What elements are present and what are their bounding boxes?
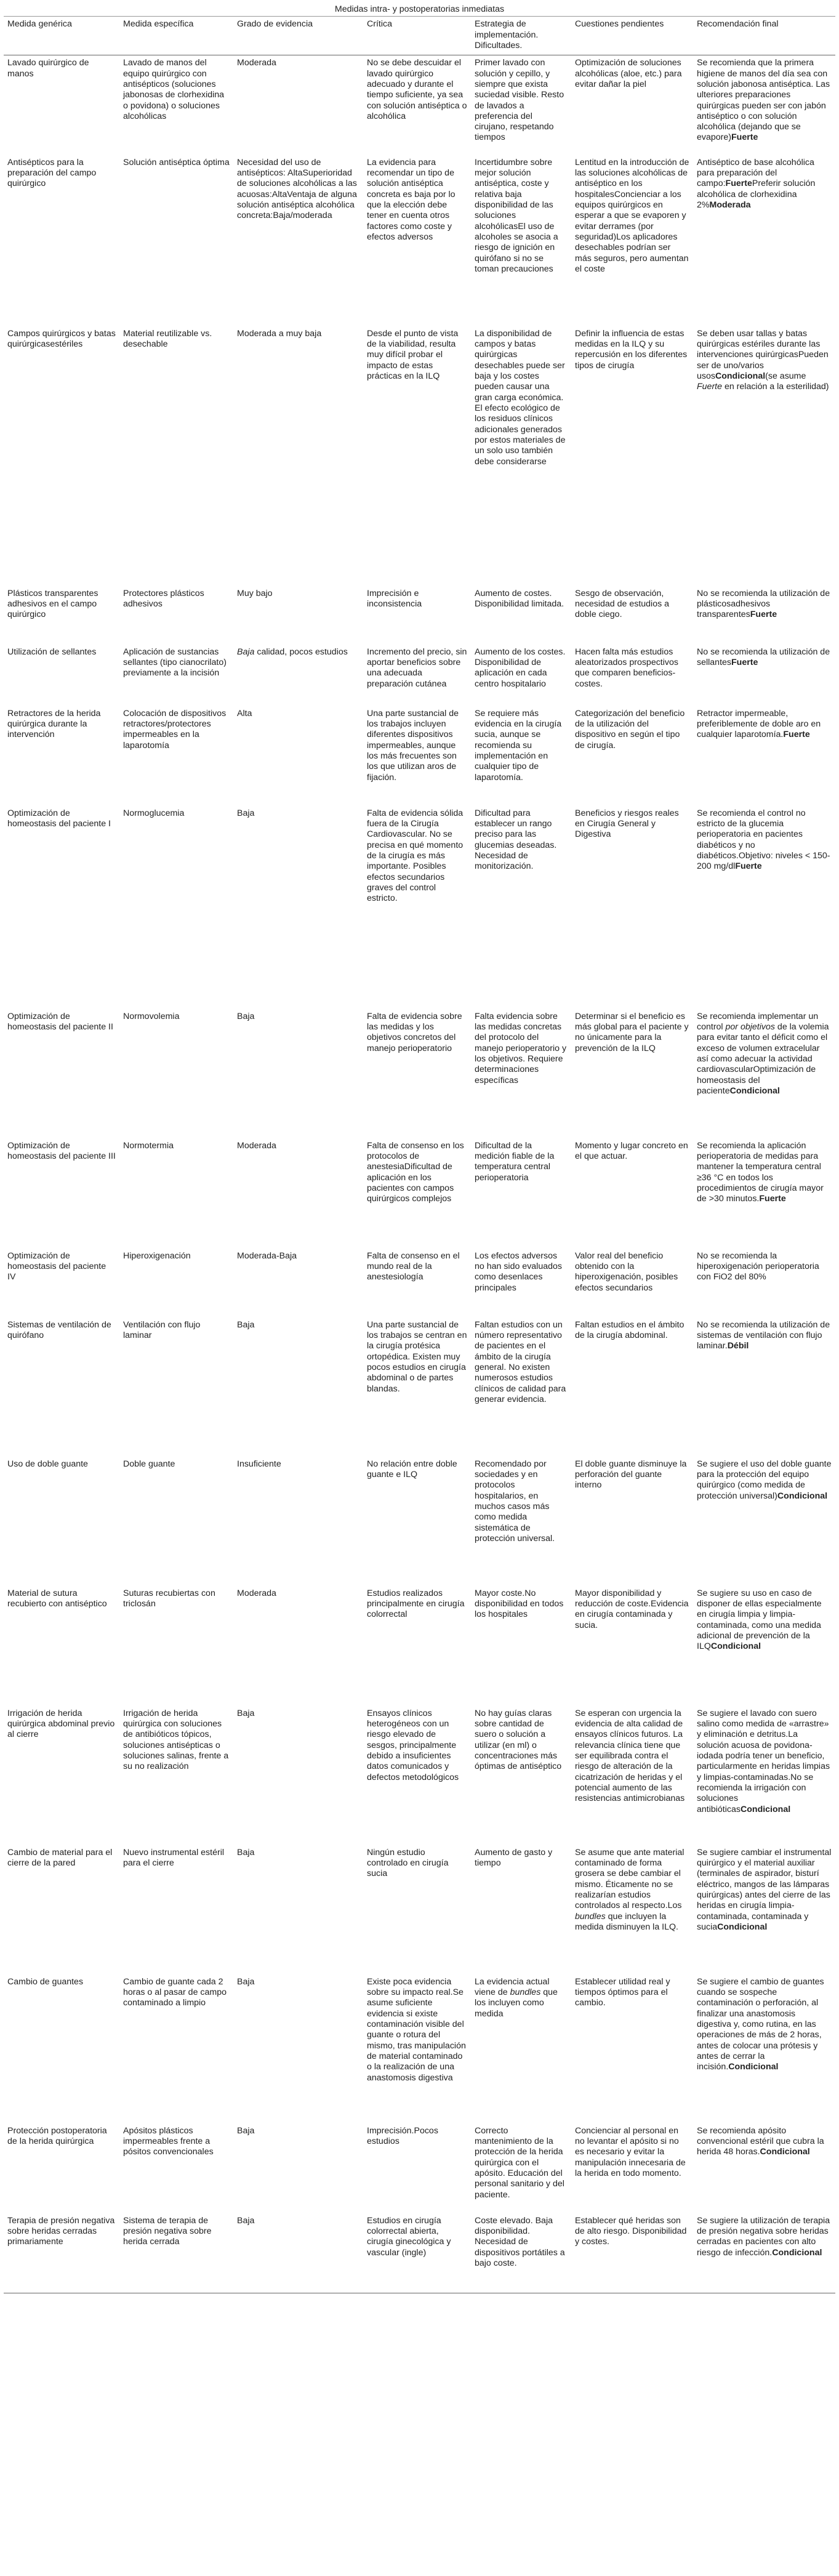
rec-text: Se recomienda apósito convencional estéril que cubra la herida 48 horas. — [697, 2125, 824, 2157]
cell-evidence: Moderada a muy baja — [237, 328, 322, 339]
cell-strategy: Aumento de gasto y tiempo — [475, 1847, 553, 1869]
cell-critique: Falta de consenso en el mundo real de la anestesiología — [367, 1250, 460, 1282]
cell-generic: Antisépticos para la preparación del campo quirúrgico — [7, 157, 97, 189]
table-row — [4, 1009, 835, 1138]
cell-critique: Estudios en cirugía colorrectal abierta, cirugía ginecológica y vascular (ingle) — [363, 2213, 471, 2293]
rec-text: Se sugiere su uso en caso de disponer de ellas especialmente en cirugía limpia y limpia-contaminada, como una medida adicional de prevención de la ILQ — [697, 1588, 822, 1652]
cell-critique: Desde el punto de vista de la viabilidad, resulta muy difícil probar el impacto de estas prácticas en la ILQ — [367, 328, 459, 381]
header-strategy: Estrategia de implementación. Dificultades. — [471, 17, 571, 55]
rec-italic-2: Fuerte — [697, 382, 723, 392]
rec-strength: Condicional — [760, 2147, 810, 2157]
cell-specific: Cambio de guante cada 2 horas o al pasar de campo contaminado a limpio — [123, 1976, 227, 2008]
cell-strategy: Aumento de los costes. Disponibilidad de aplicación en cada centro hospitalario — [475, 646, 566, 689]
rec-text: Se recomienda implementar un control — [697, 1011, 819, 1032]
cell-critique: Ningún estudio controlado en cirugía sucia — [367, 1847, 449, 1879]
cell-critique: La evidencia para recomendar un tipo de solución antiséptica concreta es baja por lo que la elección debe tener en cuenta otros factores como coste y efectos adversos — [367, 157, 456, 242]
table-row — [4, 706, 835, 806]
cell-pending: Optimización de soluciones alcohólicas (aloe, etc.) para evitar dañar la piel — [575, 58, 682, 89]
rec-text-2: (se asume — [765, 371, 806, 381]
cell-pending: Sesgo de observación, necesidad de estudios a doble ciego. — [575, 588, 670, 620]
cell-generic: Optimización de homeostasis del paciente I — [7, 808, 111, 829]
strategy-text-b: que los incluyen como medida — [475, 1987, 558, 2019]
cell-generic: Lavado quirúrgico de manos — [7, 58, 89, 79]
cell-strategy: Faltan estudios con un número representativo de pacientes en el ámbito de la cirugía general. No existen numerosos estudios clínicos de calidad para generar evidencia. — [475, 1319, 566, 1404]
cell-recommendation — [693, 806, 835, 1009]
table-title: Medidas intra- y postoperatorias inmediatas — [4, 2, 835, 17]
rec-text: Se recomienda la aplicación perioperatoria de medidas para mantener la temperatura central ≥36 °C en todos los procedimientos de cirugía mayor de >30 minutos. — [697, 1140, 824, 1204]
cell-strategy: Correcto mantenimiento de la protección de la herida quirúrgica con el apósito. Educación del personal sanitario y del paciente. — [475, 2125, 564, 2200]
table-row — [4, 645, 835, 706]
cell-recommendation — [693, 326, 835, 586]
rec-strength: Condicional — [772, 2247, 822, 2258]
cell-evidence: Baja — [233, 2213, 363, 2293]
cell-generic: Uso de doble guante — [7, 1459, 88, 1469]
header-specific: Medida específica — [119, 17, 233, 55]
rec-strength: Débil — [727, 1341, 749, 1351]
cell-specific: Lavado de manos del equipo quirúrgico con antisépticos (soluciones jabonosas de clorhexidina o povidona) o soluciones alcohólicas — [123, 58, 225, 121]
evidence-italic: Baja — [237, 646, 255, 657]
strategy-italic: bundles — [510, 1987, 541, 1998]
cell-recommendation — [693, 645, 835, 706]
table-row — [4, 1974, 835, 2123]
cell-generic: Optimización de homeostasis del paciente IV — [7, 1250, 106, 1282]
cell-pending: Hacen falta más estudios aleatorizados prospectivos que comparen beneficios-costes. — [575, 646, 678, 689]
header-generic: Medida genérica — [4, 17, 119, 55]
rec-strength: Condicional — [715, 371, 766, 381]
cell-recommendation — [693, 1845, 835, 1974]
table-row — [4, 1586, 835, 1706]
cell-specific: Normoglucemia — [123, 808, 185, 818]
table-row — [4, 1138, 835, 1249]
table-row — [4, 55, 835, 155]
cell-pending: Concienciar al personal en no levantar el apósito si no es necesario y evitar la manipulación innecesaria de la herida en todo momento. — [575, 2125, 686, 2178]
rec-text: Retractor impermeable, preferiblemente de doble aro en cualquier laparotomía. — [697, 708, 821, 740]
strategy-text-a: La evidencia actual viene de — [475, 1976, 550, 1998]
cell-strategy: Coste elevado. Baja disponibilidad. Necesidad de dispositivos portátiles a bajo coste. — [471, 2213, 571, 2293]
rec-text: Se deben usar tallas y batas quirúrgicas estériles durante las intervenciones quirúrgicasPueden ser de uno/varios usos — [697, 328, 829, 381]
cell-generic: Optimización de homeostasis del paciente II — [7, 1011, 113, 1032]
cell-specific: Solución antiséptica óptima — [123, 157, 230, 167]
rec-strength: Fuerte — [731, 658, 758, 668]
cell-strategy: Primer lavado con solución y cepillo, y siempre que exista suciedad visible. Resto de lavados a preferencia del cirujano, respetando tiempos — [475, 58, 564, 143]
rec-strength: Fuerte — [735, 861, 762, 872]
cell-pending: El doble guante disminuye la perforación del guante interno — [575, 1459, 687, 1491]
cell-recommendation — [693, 1249, 835, 1318]
cell-critique: Una parte sustancial de los trabajos incluyen diferentes dispositivos impermeables, aunque los más frecuentes son los que utilizan aros de fijación. — [367, 708, 459, 783]
cell-generic: Irrigación de herida quirúrgica abdominal previo al cierre — [7, 1708, 115, 1740]
cell-evidence: Baja — [237, 1319, 255, 1330]
rec-strength: Condicional — [728, 2062, 779, 2072]
cell-generic: Campos quirúrgicos y batas quirúrgicasestériles — [7, 328, 116, 350]
rec-strength: Condicional — [710, 1641, 761, 1652]
cell-pending: Beneficios y riesgos reales en Cirugía General y Digestiva — [575, 808, 679, 840]
header-recommendation: Recomendación final — [693, 17, 835, 55]
cell-critique: Incremento del precio, sin aportar beneficios sobre una adecuada preparación cutánea — [367, 646, 467, 689]
cell-strategy: Dificultad para establecer un rango preciso para las glucemias deseadas. Necesidad de monitorización. — [475, 808, 557, 872]
cell-specific: Normovolemia — [123, 1011, 180, 1021]
rec-text: Se recomienda que la primera higiene de manos del día sea con solución jabonosa antiséptica. Las ulteriores preparaciones quirúrgicas pueden ser con jabón antiséptico o con solución alcohólica (dejando que se evapore) — [697, 58, 830, 143]
cell-recommendation — [693, 2213, 835, 2293]
cell-specific: Protectores plásticos adhesivos — [123, 588, 204, 610]
rec-strength: Fuerte — [725, 179, 752, 189]
rec-strength: Condicional — [777, 1491, 828, 1501]
cell-pending: Determinar si el beneficio es más global para el paciente y no únicamente para la prevención de la ILQ — [575, 1011, 689, 1053]
rec-text: Se recomienda el control no estricto de la glucemia perioperatoria en pacientes diabéticos y no diabéticos.Objetivo: niveles < 150-200 mg/dl — [697, 808, 830, 872]
cell-pending: Lentitud en la introducción de las soluciones alcohólicas de antiséptico en los hospitalesConcienciar a los equipos quirúrgicos en esperar a que se evaporen y evitar derrames (por seguridad)Los aplicadores desechables podrían ser más seguros, pero aumentan el coste — [575, 157, 689, 274]
rec-text-1b: de la volemia para evitar tanto el déficit como el exceso de volumen extracelular así como adecuar la actividad cardiovascularOptimización de homeostasis del paciente — [697, 1022, 829, 1096]
cell-generic: Retractores de la herida quirúrgica durante la intervención — [7, 708, 101, 740]
cell-evidence: Baja — [237, 1708, 255, 1718]
recommendations-table — [4, 2, 835, 2293]
cell-evidence: Moderada — [237, 1588, 276, 1598]
rec-text: Se sugiere el cambio de guantes cuando se sospeche contaminación o perforación, al finalizar una anastomosis digestiva y, como rutina, en las operaciones de más de 2 horas, antes de colocar una prótesis y antes de cerrar la incisión. — [697, 1976, 824, 2072]
rec-text: No se recomienda la hiperoxigenación perioperatoria con FiO2 del 80% — [697, 1250, 819, 1282]
rec-italic: por objetivos — [725, 1022, 775, 1032]
cell-specific: Nuevo instrumental estéril para el cierre — [123, 1847, 225, 1869]
cell-pending: Se esperan con urgencia la evidencia de alta calidad de ensayos clínicos futuros. La relevancia clínica tiene que ser equilibrada contra el riesgo de alteración de la cicatrización de heridas y el potencial aumento de las resistencias antimicrobianas — [575, 1708, 685, 1804]
cell-generic: Cambio de guantes — [7, 1976, 84, 1987]
cell-critique: Existe poca evidencia sobre su impacto real.Se asume suficiente evidencia si existe contaminación visible del guante o rotura del mismo, tras manipulación de material contaminado o la realización de una anastomosis digestiva — [367, 1976, 466, 2083]
cell-pending — [571, 1845, 693, 1974]
cell-specific: Sistema de terapia de presión negativa sobre herida cerrada — [119, 2213, 233, 2293]
cell-pending: Mayor disponibilidad y reducción de coste.Evidencia en cirugía contaminada y sucia. — [575, 1588, 689, 1630]
header-row — [4, 17, 835, 55]
header-evidence: Grado de evidencia — [233, 17, 363, 55]
cell-critique: Imprecisión.Pocos estudios — [367, 2125, 438, 2147]
cell-evidence: Baja — [237, 2125, 255, 2136]
table-row — [4, 1457, 835, 1586]
table-row — [4, 1249, 835, 1318]
cell-pending: Definir la influencia de estas medidas en la ILQ y su repercusión en los diferentes tipos de cirugía — [575, 328, 688, 371]
cell-strategy: Mayor coste.No disponibilidad en todos los hospitales — [475, 1588, 564, 1620]
cell-recommendation — [693, 2123, 835, 2213]
cell-critique: No se debe descuidar el lavado quirúrgico adecuado y durante el tiempo suficiente, ya sea con solución antiséptica o alcohólica — [367, 58, 467, 121]
cell-specific: Ventilación con flujo laminar — [123, 1319, 201, 1341]
cell-evidence: Baja — [237, 1847, 255, 1858]
cell-evidence — [233, 645, 363, 706]
cell-specific: Apósitos plásticos impermeables frente a pósitos convencionales — [123, 2125, 214, 2157]
cell-evidence: Muy bajo — [237, 588, 273, 598]
header-critique: Crítica — [363, 17, 471, 55]
cell-strategy: Incertidumbre sobre mejor solución antiséptica, coste y relativa baja disponibilidad de las soluciones alcohólicasEl uso de alcoholes se asocia a riesgo de ignición en quirófano si no se toman precauciones — [475, 157, 558, 274]
rec-text: No se recomienda la utilización de sellantes — [697, 646, 830, 668]
rec-strength: Fuerte — [750, 610, 777, 620]
cell-generic: Material de sutura recubierto con antiséptico — [7, 1588, 107, 1609]
cell-critique: Falta de consenso en los protocolos de anestesiaDificultad de aplicación en los pacientes con campos quirúrgicos complejos — [367, 1140, 464, 1204]
rec-strength: Fuerte — [759, 1194, 786, 1204]
cell-specific: Irrigación de herida quirúrgica con soluciones de antibióticos tópicos, soluciones antisépticas o soluciones salinas, frente a su no realización — [123, 1708, 229, 1772]
cell-recommendation — [693, 1457, 835, 1586]
cell-critique: Imprecisión e inconsistencia — [367, 588, 422, 610]
header-pending: Cuestiones pendientes — [571, 17, 693, 55]
cell-strategy: No hay guías claras sobre cantidad de suero o solución a utilizar (en ml) o concentraciones más óptimas de antiséptico — [475, 1708, 562, 1772]
table-row — [4, 155, 835, 326]
cell-recommendation — [693, 706, 835, 806]
table-row — [4, 806, 835, 1009]
rec-strength: Fuerte — [783, 730, 810, 740]
rec-strength: Condicional — [729, 1085, 780, 1096]
cell-pending: Valor real del beneficio obtenido con la hiperoxigenación, posibles efectos secundarios — [575, 1250, 678, 1293]
table-row — [4, 586, 835, 645]
cell-recommendation — [693, 1138, 835, 1249]
cell-pending: Categorización del beneficio de la utilización del dispositivo en según el tipo de cirugía. — [575, 708, 685, 751]
cell-evidence: Baja — [237, 808, 255, 818]
cell-strategy: Se requiere más evidencia en la cirugía sucia, aunque se recomienda su implementación en cualquier tipo de laparotomía. — [475, 708, 562, 783]
rec-text: Se sugiere el uso del doble guante para la protección del equipo quirúrgico (como medida de protección universal) — [697, 1459, 832, 1501]
cell-strategy — [471, 1974, 571, 2123]
cell-evidence: Moderada — [237, 1140, 276, 1151]
rec-strength: Fuerte — [731, 132, 758, 143]
cell-evidence: Baja — [237, 1011, 255, 1021]
cell-evidence: Alta — [237, 708, 252, 718]
rec-strength: Condicional — [740, 1804, 791, 1814]
rec-strength: Condicional — [717, 1922, 768, 1932]
rec-text-3: en relación a la esterilidad) — [722, 382, 829, 392]
cell-generic: Cambio de material para el cierre de la pared — [7, 1847, 113, 1869]
rec-text: Se sugiere el lavado con suero salino como medida de «arrastre» y eliminación e detritus.La solución acuosa de povidona-iodada podría tener un beneficio, particularmente en heridas limpias y limpias-contaminadas.No se recomienda la irrigación con soluciones antibióticas — [697, 1708, 830, 1814]
cell-critique: Estudios realizados principalmente en cirugía colorrectal — [367, 1588, 465, 1620]
rec-text: No se recomienda la utilización de plásticosadhesivos transparentes — [697, 588, 830, 620]
cell-specific: Normotermia — [123, 1140, 174, 1151]
cell-strategy: Recomendado por sociedades y en protocolos hospitalarios, en muchos casos más como medida sistemática de protección universal. — [475, 1459, 555, 1544]
rec-text-2: Preferir solución alcohólica de clorhexidina 2% — [697, 179, 816, 210]
cell-strategy: Dificultad de la medición fiable de la temperatura central perioperatoria — [475, 1140, 555, 1183]
cell-recommendation — [693, 1706, 835, 1845]
cell-recommendation — [693, 586, 835, 645]
cell-strategy: La disponibilidad de campos y batas quirúrgicas desechables puede ser baja y los costes pueden causar una gran carga económica. El efecto ecológico de los residuos clínicos adicionales generados por estos materiales de un solo uso también debe considerarse — [475, 328, 566, 467]
table-row — [4, 1706, 835, 1845]
cell-recommendation — [693, 1974, 835, 2123]
cell-strategy: Falta evidencia sobre las medidas concretas del protocolo del manejo perioperatorio y los objetivos. Requiere determinaciones específicas — [475, 1011, 567, 1085]
cell-evidence: Necesidad del uso de antisépticos: AltaSuperioridad de soluciones alcohólicas a las acuosas:AltaVentaja de alguna solución antiséptica alcohólica concreta:Baja/moderada — [237, 157, 357, 221]
cell-critique: Una parte sustancial de los trabajos se centran en la cirugía protésica ortopédica. Existen muy pocos estudios en cirugía abdominal o de partes blandas. — [367, 1319, 467, 1394]
pending-text-b: que incluyen la medida disminuyen la ILQ. — [575, 1911, 678, 1932]
cell-generic: Utilización de sellantes — [7, 646, 97, 657]
rec-text: Se sugiere cambiar el instrumental quirúrgico y el material auxiliar (terminales de aspirador, bisturí eléctrico, mangos de las lámparas quirúrgicas) antes del cierre de las heridas en cirugía limpia-contaminada, contaminada y sucia — [697, 1847, 832, 1932]
cell-specific: Doble guante — [123, 1459, 175, 1469]
cell-evidence: Moderada — [237, 58, 276, 68]
cell-recommendation — [693, 1009, 835, 1138]
rec-text: No se recomienda la utilización de sistemas de ventilación con flujo laminar. — [697, 1319, 830, 1351]
pending-italic: bundles — [575, 1911, 606, 1922]
cell-recommendation — [693, 55, 835, 155]
cell-generic: Terapia de presión negativa sobre heridas cerradas primariamente — [4, 2213, 119, 2293]
rec-strength-2: Moderada — [709, 200, 751, 210]
cell-critique: No relación entre doble guante e ILQ — [367, 1459, 457, 1480]
cell-recommendation — [693, 1586, 835, 1706]
cell-strategy: Los efectos adversos no han sido evaluados como desenlaces principales — [475, 1250, 562, 1293]
cell-specific: Hiperoxigenación — [123, 1250, 191, 1261]
table-row — [4, 1845, 835, 1974]
cell-evidence: Moderada-Baja — [237, 1250, 297, 1261]
cell-pending: Establecer utilidad real y tiempos óptimos para el cambio. — [575, 1976, 670, 2008]
table-row — [4, 2123, 835, 2213]
cell-generic: Optimización de homeostasis del paciente III — [7, 1140, 116, 1162]
cell-specific: Aplicación de sustancias sellantes (tipo cianocrilato) previamente a la incisión — [123, 646, 227, 678]
cell-recommendation — [693, 1318, 835, 1457]
evidence-text: calidad, pocos estudios — [254, 646, 348, 657]
cell-generic: Sistemas de ventilación de quirófano — [7, 1319, 111, 1341]
table-row — [4, 2213, 835, 2293]
table-row — [4, 1318, 835, 1457]
cell-evidence: Baja — [237, 1976, 255, 1987]
table-row — [4, 326, 835, 586]
rec-text: Antiséptico de base alcohólica para preparación del campo: — [697, 157, 814, 189]
cell-pending: Establecer qué heridas son de alto riesgo. Disponibilidad y costes. — [571, 2213, 693, 2293]
cell-critique: Ensayos clínicos heterogéneos con un riesgo elevado de sesgos, principalmente debido a insuficientes datos comunicados y defectos metodológicos — [367, 1708, 459, 1782]
cell-critique: Falta de evidencia sobre las medidas y los objetivos concretos del manejo perioperatorio — [367, 1011, 462, 1053]
rec-text: Se sugiere la utilización de terapia de presión negativa sobre heridas cerradas en pacientes con alto riesgo de infección. — [697, 2215, 830, 2258]
cell-strategy: Aumento de costes. Disponibilidad limitada. — [475, 588, 564, 610]
pending-text-a: Se asume que ante material contaminado de forma grosera se debe cambiar el mismo. Éticamente no se realizarían estudios controlados al respecto.Los — [575, 1847, 684, 1911]
cell-pending: Momento y lugar concreto en el que actuar. — [575, 1140, 688, 1162]
cell-recommendation — [693, 155, 835, 326]
cell-generic: Protección postoperatoria de la herida quirúrgica — [7, 2125, 107, 2147]
cell-pending: Faltan estudios en el ámbito de la cirugía abdominal. — [575, 1319, 684, 1341]
cell-specific: Colocación de dispositivos retractores/protectores impermeables en la laparotomía — [123, 708, 227, 751]
cell-evidence: Insuficiente — [237, 1459, 281, 1469]
cell-specific: Suturas recubiertas con triclosán — [123, 1588, 215, 1609]
cell-generic: Plásticos transparentes adhesivos en el campo quirúrgico — [7, 588, 98, 620]
cell-specific: Material reutilizable vs. desechable — [123, 328, 212, 350]
cell-critique: Falta de evidencia sólida fuera de la Cirugía Cardiovascular. No se precisa en qué momento de la cirugía es más importante. Posibles efectos secundarios graves del control estricto. — [367, 808, 464, 904]
